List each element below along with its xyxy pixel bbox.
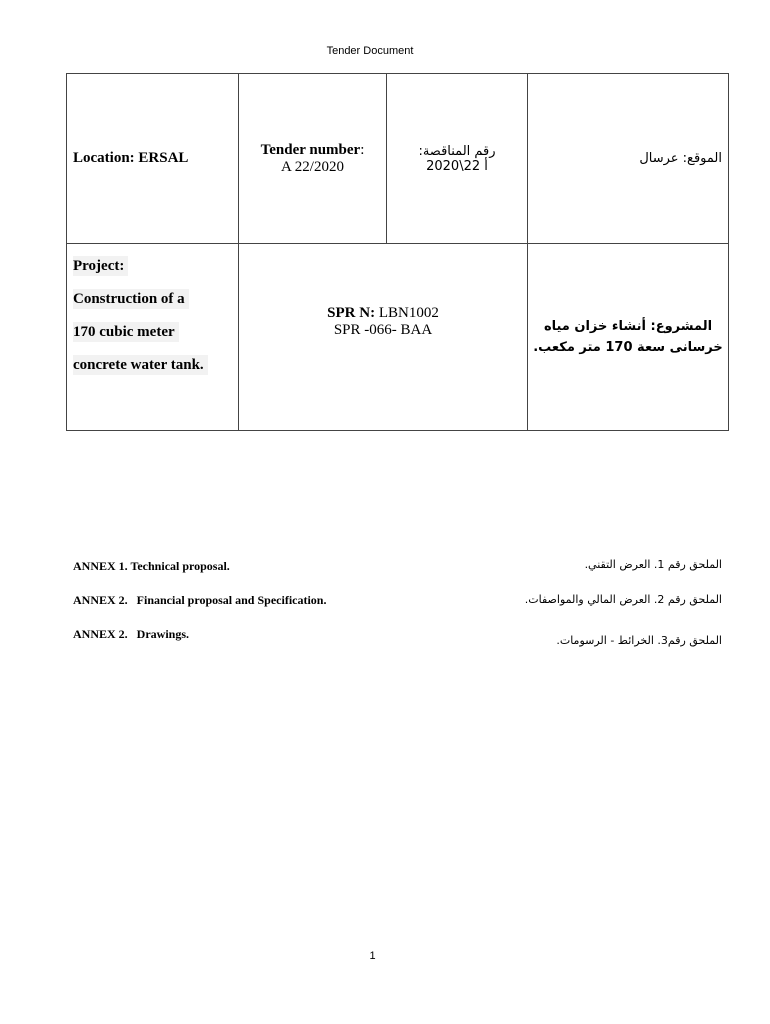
document-header-title: Tender Document <box>326 45 414 57</box>
project-line-1: Project: <box>73 256 128 276</box>
tender-number-cell <box>239 74 387 244</box>
project-line-2: Construction of a <box>73 289 189 309</box>
tender-number-ar-cell <box>387 74 528 244</box>
annex-3-en: ANNEX 2. Drawings. <box>73 627 190 641</box>
location-cell: Location: ERSAL <box>67 74 239 244</box>
annex-3-ar: الملحق رقم3. الخرائط - الرسومات. <box>556 634 722 647</box>
table-row <box>67 74 729 244</box>
tender-number-ar-label: رقم المناقصة: <box>418 143 496 159</box>
project-ar-line-1: المشروع: أنشاء خزان مياه <box>543 319 713 334</box>
annex-2-en: ANNEX 2. Financial proposal and Specification. <box>73 593 327 607</box>
tender-number-label: Tender number <box>260 141 361 158</box>
project-cell <box>67 244 239 431</box>
annex-1-ar: الملحق رقم 1. العرض التقني. <box>584 558 722 571</box>
location-ar-cell: الموقع: عرسال <box>528 74 729 244</box>
project-line-3: 170 cubic meter <box>73 322 179 342</box>
tender-number-colon: : <box>360 141 365 158</box>
annex-1-en: ANNEX 1. Technical proposal. <box>73 559 230 573</box>
tender-number-ar-value: أ 22\2020 <box>426 158 488 174</box>
table-row <box>67 244 729 431</box>
tender-info-table <box>66 73 729 431</box>
spr-cell <box>239 244 528 431</box>
page-number: 1 <box>369 950 376 962</box>
spr-value: LBN1002 <box>375 305 439 321</box>
project-line-4: concrete water tank. <box>73 355 208 375</box>
annex-2-ar: الملحق رقم 2. العرض المالي والمواصفات. <box>524 593 722 606</box>
project-ar-cell <box>528 244 729 431</box>
spr-line-2: SPR -066- BAA <box>333 322 433 338</box>
project-ar-line-2: خرسانى سعة 170 متر مكعب. <box>533 340 723 355</box>
tender-number-value: A 22/2020 <box>281 158 344 175</box>
spr-label: SPR N: <box>327 305 376 321</box>
